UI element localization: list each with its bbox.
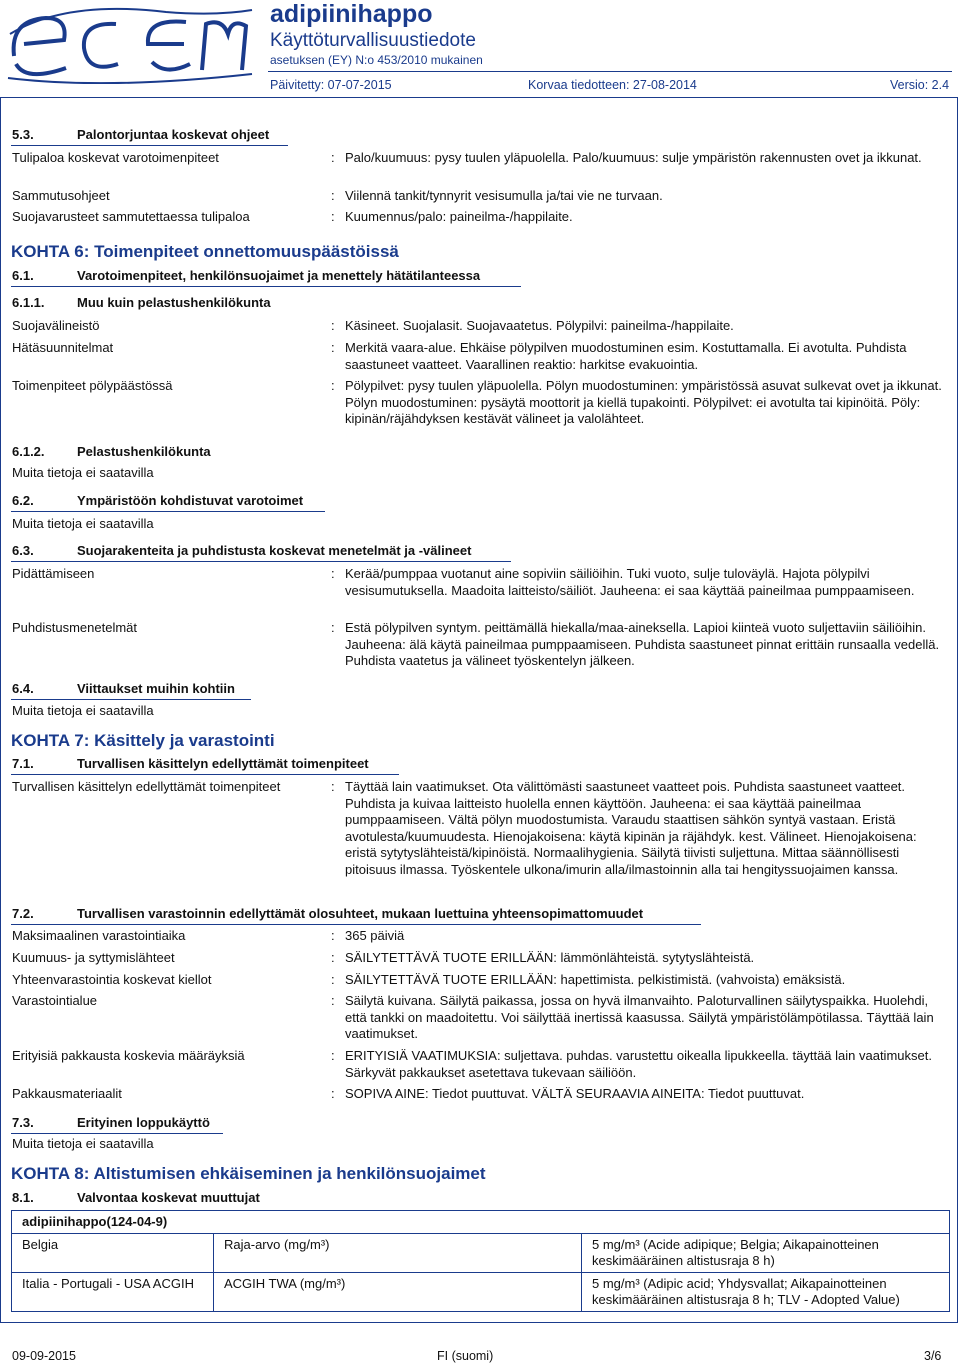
chapter-heading: KOHTA 7: Käsittely ja varastointi [11,731,275,750]
colon: : [331,1048,335,1063]
colon: : [331,188,335,203]
footer-language: FI (suomi) [437,1349,494,1363]
field-value: Estä pölypilven syntym. peittämällä hiekalla/maa-aineksella. Lapioi kiinteä vuoto suljettaviin säiliöihin. Jauheena: älä käytä paineilmaa pumppaamiseen. Puhdista saastuneet pinnat erittäin runsaalla vedellä. Puhdista vaatetus ja välineet työskentelyn jälkeen. [345,620,940,668]
section-underline [11,774,399,775]
ecem-logo [6,4,256,84]
section-number: 7.3. [12,1115,34,1130]
field-value: Täyttää lain vaatimukset. Ota välittömästi saastuneet vaatteet pois. Puhdista saastuneet vaatteet. Puhdista ja kuivaa laitteisto huolella ennen käyttöön. Jauheena: ei saa käyttää paineilmaa pumppaamiseen. Vältä pölyn muodostumista. Varaudu staattisen sähkön syntyä vastaan. Eristä avotulesta/kuumuudesta. Hienojakoisena: käytä kipinän ja räjähdyk. kest. Välineet. Hienojakoisena: eristä sytytyslähteistä/kipinöistä. Normaalihygienia. Säilytä tiivisti suljettuna. Mittaa säännöllisesti pitoisuus ilmassa. Työskentele ulkona/imurin alla/ilmastoinnin alla tai hengityssuojaimen kanssa. [345,779,917,877]
limit-type-cell: ACGIH TWA (mg/m³) [214,1273,582,1312]
field-value: SÄILYTETTÄVÄ TUOTE ERILLÄÄN: hapettimista. pelkistimistä. (vahvoista) emäksistä. [345,972,846,987]
updated-date: Päivitetty: 07-07-2015 [270,78,392,92]
subsection-number: 6.1.1. [12,295,45,310]
footer-date: 09-09-2015 [12,1349,76,1363]
subsection-number: 6.1.2. [12,444,45,459]
field-label: Kuumuus- ja syttymislähteet [12,950,175,965]
document-subtitle: Käyttöturvallisuustiedote [270,30,476,51]
field-label: Tulipaloa koskevat varotoimenpiteet [12,150,219,165]
field-value: Palo/kuumuus: pysy tuulen yläpuolella. Palo/kuumuus: sulje ympäristön rakennusten ovet ja ikkunat. [345,150,922,165]
limit-value-cell: 5 mg/m³ (Adipic acid; Yhdysvallat; Aikapainotteinen keskimääräinen altistusraja 8 h; TLV - Adopted Value) [582,1273,950,1312]
colon: : [331,1086,335,1101]
section-number: 5.3. [12,127,34,142]
field-value: Säilytä kuivana. Säilytä paikassa, jossa on hyvä ilmanvaihto. Paloturvallinen säilytyspaikka. Huolehdi, että tankki on maadoitettu. Voi säilyttää inertissä kaasussa. Säilytä ympäristölämpötilassa. Täyttää lain vaatimukset. [345,993,934,1041]
section-title: Turvallisen varastoinnin edellyttämät olosuhteet, mukaan luettuina yhteensopimattomuudet [77,906,644,921]
info-text: Muita tietoja ei saatavilla [12,465,154,480]
colon: : [331,972,335,987]
colon: : [331,318,335,333]
field-value: SÄILYTETTÄVÄ TUOTE ERILLÄÄN: lämmönlähteistä. sytytyslähteistä. [345,950,755,965]
subsection-title: Pelastushenkilökunta [77,444,211,459]
header-divider [268,71,952,72]
country-cell: Belgia [12,1234,214,1273]
section-title: Suojarakenteita ja puhdistusta koskevat menetelmät ja -välineet [77,543,472,558]
section-number: 7.2. [12,906,34,921]
section-title: Viittaukset muihin kohtiin [77,681,235,696]
field-label: Pidättämiseen [12,566,95,581]
field-value: SOPIVA AINE: Tiedot puuttuvat. VÄLTÄ SEURAAVIA AINEITA: Tiedot puuttuvat. [345,1086,805,1101]
colon: : [331,378,335,393]
colon: : [331,340,335,355]
field-label: Suojavarusteet sammutettaessa tulipaloa [12,209,250,224]
info-text: Muita tietoja ei saatavilla [12,703,154,718]
field-value: Kerää/pumppaa vuotanut aine sopiviin säiliöihin. Tuki vuoto, sulje tuloväylä. Hajota pölypilvi vesisumutuksella. Maadoita laitteisto/säiliöt. Jauheena: ei saa käyttää paineilmaa pumppaamiseen. [345,566,915,598]
field-label: Maksimaalinen varastointiaika [12,928,186,943]
substance-header: adipiinihappo(124-04-9) [12,1211,950,1234]
field-value: Viilennä tankit/tynnyrit vesisumulla ja/tai vie ne turvaan. [345,188,663,203]
field-label: Toimenpiteet pölypäästössä [12,378,173,393]
section-underline [11,924,701,925]
replaces-date: Korvaa tiedotteen: 27-08-2014 [528,78,697,92]
section-underline [11,1133,223,1134]
table-row [12,1234,950,1273]
table-row [12,1273,950,1312]
field-label: Puhdistusmenetelmät [12,620,138,635]
colon: : [331,928,335,943]
colon: : [331,993,335,1008]
subsection-title: Muu kuin pelastushenkilökunta [77,295,271,310]
section-number: 7.1. [12,756,34,771]
field-label: Sammutusohjeet [12,188,110,203]
chapter-heading: KOHTA 6: Toimenpiteet onnettomuuspäästöissä [11,242,399,261]
product-title: adipiinihappo [270,0,433,28]
section-underline [11,145,288,146]
field-value: Merkitä vaara-alue. Ehkäise pölypilven muodostuminen esim. Kostuttamalla. Ei avotulta. Puhdista saastuneet vaatteet. Vaarallinen reaktio: harkitse evakuointia. [345,340,907,372]
field-label: Varastointialue [12,993,98,1008]
colon: : [331,779,335,794]
regulation-text: asetuksen (EY) N:o 453/2010 mukainen [270,53,483,67]
colon: : [331,620,335,635]
section-underline [11,561,511,562]
field-label: Erityisiä pakkausta koskevia määräyksiä [12,1048,245,1063]
section-number: 6.1. [12,268,34,283]
field-label: Turvallisen käsittelyn edellyttämät toimenpiteet [12,779,281,794]
field-value: Pölypilvet: pysy tuulen yläpuolella. Pölyn muodostuminen: ympäristössä asuvat sulkevat ovet ja ikkunat. Pölyn muodostuminen: pysäytä moottorit ja kiellä tupakointi. Pölypilvet: ei avotulta tai kipinöitä. Pöly: kipinän/räjähdyksen kestävät välineet ja valolähteet. [345,378,942,426]
colon: : [331,209,335,224]
chapter-heading: KOHTA 8: Altistumisen ehkäiseminen ja henkilönsuojaimet [11,1164,486,1183]
exposure-limits-table [11,1210,950,1312]
section-title: Turvallisen käsittelyn edellyttämät toimenpiteet [77,756,369,771]
info-text: Muita tietoja ei saatavilla [12,1136,154,1151]
field-value: Käsineet. Suojalasit. Suojavaatetus. Pölypilvi: paineilma-/happilaite. [345,318,734,333]
section-number: 6.3. [12,543,34,558]
field-value: Kuumennus/palo: paineilma-/happilaite. [345,209,573,224]
field-value: ERITYISIÄ VAATIMUKSIA: suljettava. puhdas. varustettu oikealla lipukkeella. täyttää lain vaatimukset. Särkyvät pakkaukset asetettava tukevaan säiliöön. [345,1048,932,1080]
section-underline [11,699,251,700]
limit-value-cell: 5 mg/m³ (Acide adipique; Belgia; Aikapainotteinen keskimääräinen altistusraja 8 h) [582,1234,950,1273]
section-title: Varotoimenpiteet, henkilönsuojaimet ja menettely hätätilanteessa [77,268,481,283]
colon: : [331,566,335,581]
field-label: Pakkausmateriaalit [12,1086,122,1101]
info-text: Muita tietoja ei saatavilla [12,516,154,531]
section-number: 8.1. [12,1190,34,1205]
section-title: Palontorjuntaa koskevat ohjeet [77,127,270,142]
field-label: Hätäsuunnitelmat [12,340,114,355]
field-label: Yhteenvarastointia koskevat kiellot [12,972,212,987]
section-title: Erityinen loppukäyttö [77,1115,210,1130]
table-header-row [12,1211,950,1234]
section-number: 6.2. [12,493,34,508]
colon: : [331,150,335,165]
country-cell: Italia - Portugali - USA ACGIH [12,1273,214,1312]
page-number: 3/6 [924,1349,942,1363]
section-title: Ympäristöön kohdistuvat varotoimet [77,493,304,508]
section-number: 6.4. [12,681,34,696]
colon: : [331,950,335,965]
section-title: Valvontaa koskevat muuttujat [77,1190,260,1205]
version-label: Versio: 2.4 [890,78,950,92]
field-value: 365 päiviä [345,928,405,943]
limit-type-cell: Raja-arvo (mg/m³) [214,1234,582,1273]
section-underline [11,286,521,287]
field-label: Suojavälineistö [12,318,100,333]
section-underline [11,511,325,512]
